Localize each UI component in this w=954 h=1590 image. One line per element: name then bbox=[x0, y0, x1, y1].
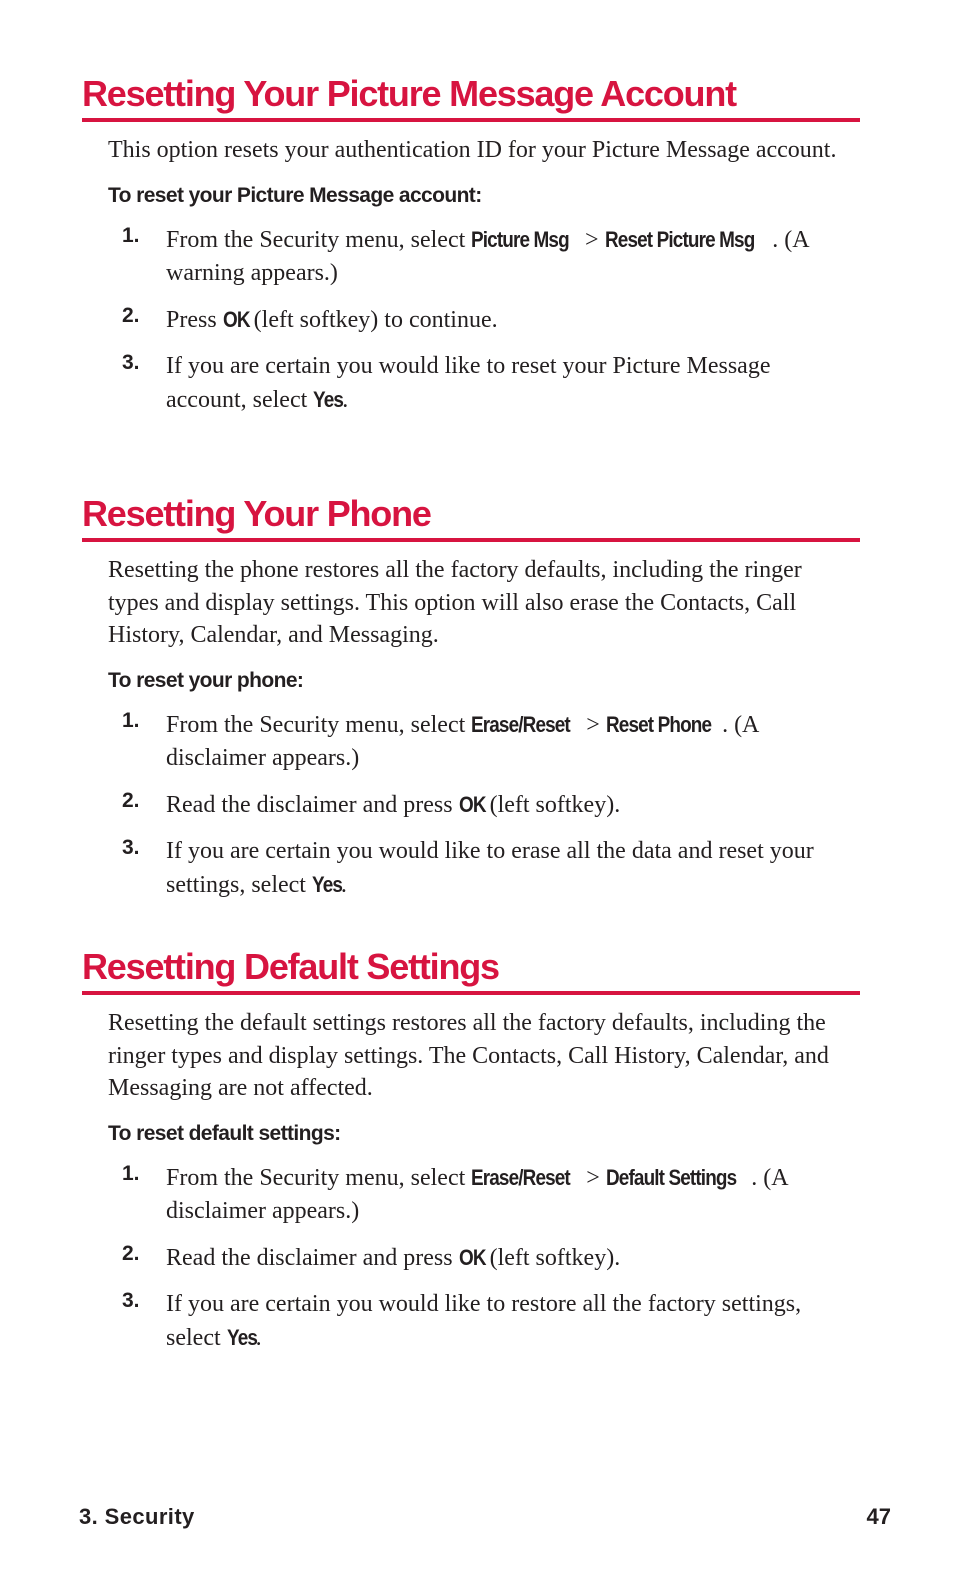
step-number: 3. bbox=[122, 1288, 140, 1312]
step-text-part: > bbox=[578, 226, 605, 253]
steps-list bbox=[82, 1161, 860, 1355]
step-item bbox=[82, 1241, 856, 1275]
step-text-part: . (A disclaimer appears.) bbox=[166, 711, 759, 771]
step-text-part: > bbox=[580, 1164, 606, 1191]
step-item bbox=[82, 1161, 856, 1228]
step-text bbox=[166, 792, 620, 818]
menu-item-name: Reset Phone bbox=[605, 711, 711, 737]
step-item bbox=[82, 788, 856, 822]
step-text-part: (left softkey). bbox=[483, 1244, 621, 1271]
step-text bbox=[166, 1245, 620, 1271]
section-reset-picture-message bbox=[82, 74, 860, 430]
step-item bbox=[82, 708, 856, 775]
step-text bbox=[166, 1165, 787, 1224]
step-text-part: If you are certain you would like to reset your Picture Message account, select bbox=[166, 352, 771, 413]
step-text-part: Read the disclaimer and press bbox=[166, 1244, 459, 1271]
step-text-part: (left softkey). bbox=[483, 791, 621, 818]
menu-item-name: Default Settings bbox=[605, 1164, 737, 1190]
section-reset-phone bbox=[82, 494, 860, 915]
option-name: Yes bbox=[313, 386, 344, 412]
step-text-part: . bbox=[255, 1324, 262, 1351]
step-number: 3. bbox=[122, 350, 140, 374]
step-number: 1. bbox=[122, 1161, 140, 1185]
step-text-part: . (A disclaimer appears.) bbox=[166, 1164, 788, 1224]
softkey-name: OK bbox=[222, 306, 250, 332]
step-text-part: If you are certain you would like to restore all the factory settings, select bbox=[166, 1290, 802, 1351]
softkey-name: OK bbox=[458, 1244, 486, 1270]
footer-section-label: 3. Security bbox=[79, 1504, 195, 1529]
step-text-part: If you are certain you would like to erase all the data and reset your settings, select bbox=[166, 837, 814, 898]
menu-item-name: Reset Picture Msg bbox=[604, 226, 754, 252]
section-reset-default-settings bbox=[82, 947, 860, 1368]
option-name: Yes bbox=[311, 871, 343, 897]
step-text bbox=[166, 1291, 801, 1351]
procedure-label: To reset your Picture Message account: bbox=[108, 183, 482, 207]
step-text bbox=[166, 227, 808, 286]
step-text-part: > bbox=[580, 711, 606, 738]
step-text-part: . bbox=[340, 871, 347, 898]
steps-list bbox=[82, 708, 860, 902]
step-number: 1. bbox=[122, 708, 140, 732]
step-number: 3. bbox=[122, 835, 140, 859]
step-item bbox=[82, 1288, 856, 1355]
option-name: Yes bbox=[226, 1324, 257, 1350]
steps-list bbox=[82, 223, 860, 417]
step-text bbox=[166, 712, 758, 771]
step-text-part: . bbox=[342, 386, 349, 413]
section-title: Resetting Your Picture Message Account bbox=[82, 74, 860, 122]
section-body: Resetting the default settings restores all the factory defaults, including the ringer types and display settings. The Contacts, Call History, Calendar, and Messaging are not affected. bbox=[108, 1010, 829, 1101]
procedure-label: To reset your phone: bbox=[108, 668, 304, 692]
procedure-label: To reset default settings: bbox=[108, 1121, 341, 1145]
step-item bbox=[82, 835, 856, 902]
step-text bbox=[166, 307, 498, 333]
step-item bbox=[82, 303, 856, 337]
step-text-part: From the Security menu, select bbox=[166, 711, 472, 738]
step-text-part: (left softkey) to continue. bbox=[247, 306, 498, 333]
menu-item-name: Erase/Reset bbox=[471, 1164, 571, 1190]
step-item bbox=[82, 223, 856, 290]
step-number: 1. bbox=[122, 223, 140, 247]
section-body: This option resets your authentication ID for your Picture Message account. bbox=[108, 137, 837, 163]
step-text-part: From the Security menu, select bbox=[166, 226, 472, 253]
menu-item-name: Erase/Reset bbox=[471, 711, 571, 737]
softkey-name: OK bbox=[458, 791, 486, 817]
step-text-part: . (A warning appears.) bbox=[166, 226, 809, 286]
step-text-part: Press bbox=[166, 306, 223, 333]
section-body: Resetting the phone restores all the factory defaults, including the ringer types and display settings. This option will also erase the Contacts, Call History, Calendar, and Messaging. bbox=[108, 557, 802, 648]
section-title: Resetting Default Settings bbox=[82, 947, 860, 995]
section-title: Resetting Your Phone bbox=[82, 494, 860, 542]
page-number: 47 bbox=[866, 1504, 891, 1529]
step-text bbox=[166, 353, 770, 413]
step-number: 2. bbox=[122, 303, 140, 327]
step-number: 2. bbox=[122, 788, 140, 812]
menu-item-name: Picture Msg bbox=[471, 226, 570, 252]
step-number: 2. bbox=[122, 1241, 140, 1265]
step-text-part: From the Security menu, select bbox=[166, 1164, 472, 1191]
step-item bbox=[82, 350, 856, 417]
step-text-part: Read the disclaimer and press bbox=[166, 791, 459, 818]
step-text bbox=[166, 838, 814, 898]
